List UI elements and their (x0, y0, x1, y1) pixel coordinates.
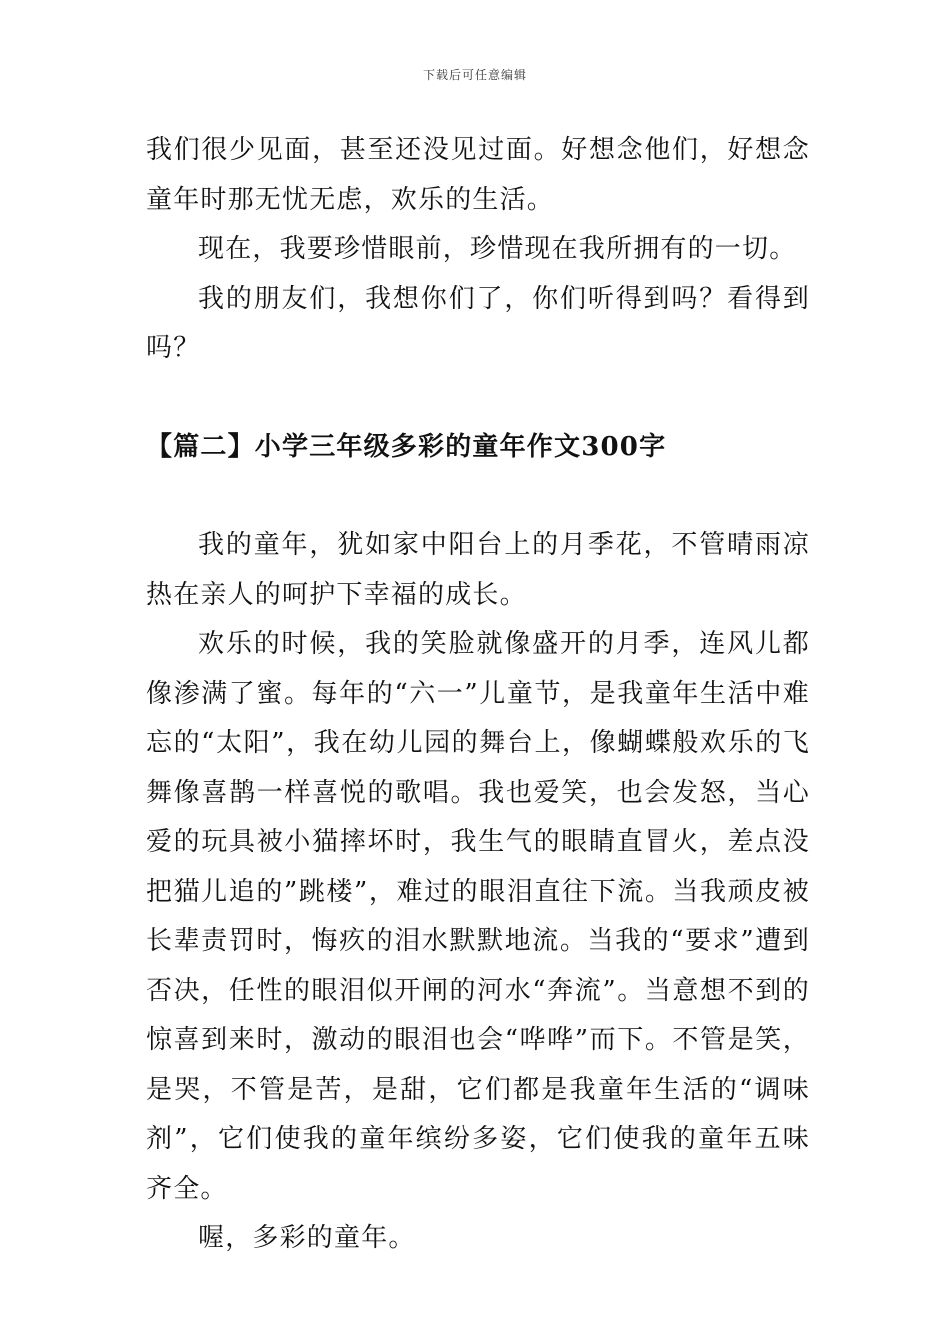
paragraph-childhood-closing: 喔，多彩的童年。 (198, 1223, 416, 1253)
document-body (146, 126, 810, 1264)
spacer (146, 472, 810, 521)
paragraph-childhood-intro: 我的童年，犹如家中阳台上的月季花，不管晴雨凉热在亲人的呵护下幸福的成长。 (146, 530, 810, 610)
paragraph-continuation: 我们很少见面，甚至还没见过面。好想念他们，好想念童年时那无忧无虑，欢乐的生活。 (146, 135, 810, 215)
paragraph-friends: 我的朋友们，我想你们了，你们听得到吗？看得到吗？ (146, 283, 810, 363)
paragraph-cherish: 现在，我要珍惜眼前，珍惜现在我所拥有的一切。 (198, 234, 797, 264)
section-heading: 【篇二】小学三年级多彩的童年作文300字 (146, 431, 667, 462)
header-note: 下载后可任意编辑 (422, 68, 527, 82)
paragraph-childhood-main: 欢乐的时候，我的笑脸就像盛开的月季，连风儿都像渗满了蜜。每年的“六一”儿童节，是我童年生活中难忘的“太阳”，我在幼儿园的舞台上，像蝴蝶般欢乐的飞舞像喜鹊一样喜悦的歌唱。我也爱笑，也会发怒，当心爱的玩具被小猫摔坏时，我生气的眼睛直冒火，差点没把猫儿追的”跳楼”，难过的眼泪直往下流。当我顽皮被长辈责罚时，悔疚的泪水默默地流。当我的“要求”遭到否决，任性的眼泪似开闸的河水“奔流”。当意想不到的惊喜到来时，激动的眼泪也会“哗哗”而下。不管是笑，是哭，不管是苦，是甜，它们都是我童年生活的“调味剂”，它们使我的童年缤纷多姿，它们使我的童年五味齐全。 (146, 629, 810, 1204)
spacer (146, 374, 810, 423)
